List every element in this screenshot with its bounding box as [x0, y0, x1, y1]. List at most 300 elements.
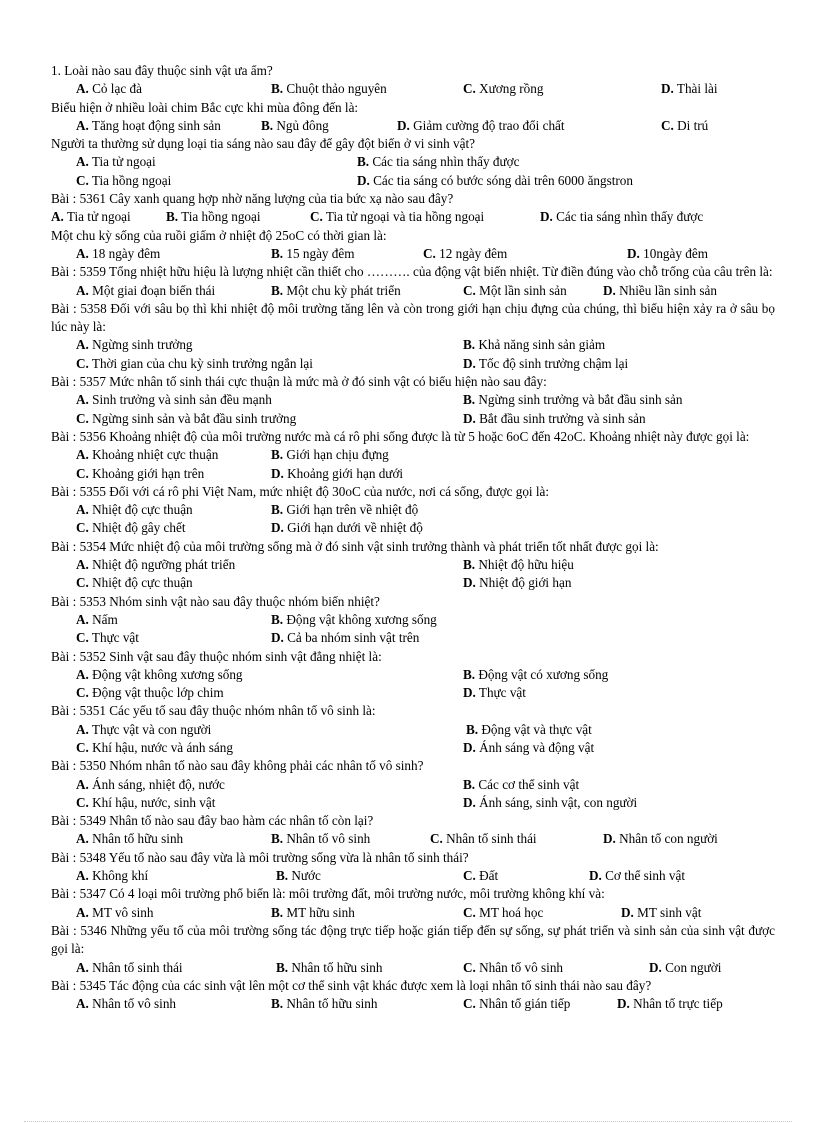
option-text: Một lần sinh sản — [479, 282, 567, 298]
option-text: Nhiệt độ hữu hiệu — [478, 557, 574, 573]
answer-option — [463, 684, 526, 702]
question-stem: Bài : 5356 Khoảng nhiệt độ của môi trường nước mà cá rô phi sống được là từ 5 hoặc 6oC đến 42oC. Khoảng nhiệt này được gọi là: — [51, 428, 750, 444]
answer-option — [271, 995, 377, 1013]
answer-option — [76, 172, 171, 190]
answer-option — [423, 245, 507, 263]
option-text: Nhân tố trực tiếp — [633, 996, 723, 1012]
answer-option — [589, 867, 685, 885]
options-row — [51, 959, 775, 977]
question-stem: Bài : 5348 Yếu tố nào sau đây vừa là môi trường sống vừa là nhân tố sinh thái? — [51, 849, 469, 865]
option-letter: C. — [76, 410, 89, 426]
answer-option — [76, 666, 243, 684]
option-text: Ánh sáng và động vật — [479, 739, 595, 755]
option-text: Chuột thảo nguyên — [286, 81, 387, 97]
option-text: Ngừng sinh sản và bắt đầu sinh trưởng — [92, 410, 297, 426]
question-stem: Bài : 5359 Tổng nhiệt hữu hiệu là lượng nhiệt cần thiết cho ………. của động vật biến nhiệt. Từ điền đúng vào chỗ trống của câu trên là: — [51, 264, 773, 280]
answer-option — [463, 574, 571, 592]
option-text: Nhân tố vô sinh — [92, 996, 177, 1012]
options-row — [51, 721, 775, 739]
options-row — [51, 465, 775, 483]
option-letter: D. — [271, 630, 284, 646]
question-stem: Bài : 5353 Nhóm sinh vật nào sau đây thuộc nhóm biến nhiệt? — [51, 593, 380, 609]
question-stem: Bài : 5357 Mức nhân tố sinh thái cực thuận là mức mà ở đó sinh vật có biểu hiện nào sau đây: — [51, 374, 547, 390]
option-letter: B. — [463, 557, 476, 573]
option-letter: D. — [271, 465, 284, 481]
option-text: Các tia sáng nhìn thấy được — [372, 154, 520, 170]
answer-option — [76, 556, 235, 574]
answer-option — [166, 208, 261, 226]
answer-option — [357, 153, 519, 171]
option-letter: D. — [649, 959, 662, 975]
question-stem: Biểu hiện ở nhiều loài chim Bắc cực khi mùa đông đến là: — [51, 99, 359, 115]
option-text: MT vô sinh — [92, 904, 154, 920]
option-text: Khí hậu, nước và ánh sáng — [92, 739, 233, 755]
option-text: Tia tử ngoại — [91, 154, 156, 170]
option-text: Động vật có xương sống — [478, 666, 609, 682]
answer-option — [463, 282, 567, 300]
answer-option — [76, 153, 156, 171]
options-row — [51, 501, 775, 519]
option-text: Khí hậu, nước, sinh vật — [92, 794, 216, 810]
option-text: Nhân tố gián tiếp — [479, 996, 571, 1012]
question-block — [51, 812, 775, 849]
option-letter: C. — [463, 81, 476, 97]
option-text: Động vật thuộc lớp chim — [92, 685, 224, 701]
answer-option — [397, 117, 565, 135]
option-text: Thời gian của chu kỳ sinh trưởng ngắn lại — [91, 355, 313, 371]
option-letter: B. — [463, 666, 476, 682]
option-text: Thài lài — [676, 81, 718, 97]
answer-option — [466, 721, 592, 739]
option-letter: C. — [76, 739, 89, 755]
option-text: Ngừng sinh trưởng và bắt đầu sinh sản — [478, 392, 683, 408]
option-text: MT hữu sinh — [286, 904, 355, 920]
answer-option — [76, 574, 193, 592]
question-stem: Bài : 5350 Nhóm nhân tố nào sau đây không phải các nhân tố vô sinh? — [51, 758, 424, 774]
options-row — [51, 794, 775, 812]
answer-option — [271, 519, 423, 537]
option-letter: D. — [589, 868, 602, 884]
option-text: Tia hồng ngoại — [91, 172, 172, 188]
option-text: Nhiệt độ cực thuận — [92, 575, 193, 591]
options-row — [51, 556, 775, 574]
option-text: Nhân tố hữu sinh — [92, 831, 184, 847]
options-row — [51, 80, 775, 98]
option-letter: B. — [463, 776, 476, 792]
option-letter: B. — [466, 721, 479, 737]
answer-option — [76, 995, 176, 1013]
question-block — [51, 922, 775, 977]
option-letter: A. — [76, 81, 89, 97]
option-letter: A. — [76, 996, 89, 1012]
option-letter: B. — [463, 337, 476, 353]
options-row — [51, 629, 775, 647]
answer-option — [76, 519, 186, 537]
answer-option — [463, 666, 608, 684]
answer-option — [603, 282, 717, 300]
option-letter: D. — [621, 904, 634, 920]
answer-option — [463, 995, 570, 1013]
options-row — [51, 867, 775, 885]
question-block — [51, 483, 775, 538]
answer-option — [271, 501, 418, 519]
question-stem: Bài : 5346 Những yếu tố của môi trường sống tác động trực tiếp hoặc gián tiếp đến sự sống, sự phát triển và sinh sản của sinh vật được gọi là: — [51, 922, 775, 957]
option-letter: A. — [76, 337, 89, 353]
option-letter: B. — [463, 392, 476, 408]
option-text: Cơ thể sinh vật — [605, 868, 685, 884]
answer-option — [463, 867, 498, 885]
question-block — [51, 428, 775, 483]
option-text: Tăng hoạt động sinh sản — [91, 117, 221, 133]
option-letter: B. — [271, 831, 284, 847]
answer-option — [76, 629, 139, 647]
question-block — [51, 190, 775, 227]
option-text: Nhân tố sinh thái — [92, 959, 183, 975]
option-letter: B. — [271, 502, 284, 518]
option-letter: D. — [463, 575, 476, 591]
option-text: Tốc độ sinh trưởng chậm lại — [478, 355, 629, 371]
option-text: Nhân tố vô sinh — [479, 959, 564, 975]
answer-option — [76, 501, 193, 519]
options-row — [51, 117, 775, 135]
answer-option — [76, 776, 225, 794]
answer-option — [463, 410, 646, 428]
options-row — [51, 739, 775, 757]
answer-option — [76, 465, 204, 483]
answer-option — [463, 80, 543, 98]
option-text: Nấm — [92, 611, 118, 627]
option-text: Động vật không xương sống — [92, 666, 243, 682]
option-letter: A. — [76, 447, 89, 463]
option-text: Ngủ đông — [276, 117, 329, 133]
option-letter: C. — [463, 904, 476, 920]
option-letter: D. — [603, 831, 616, 847]
option-letter: C. — [76, 794, 89, 810]
option-letter: D. — [463, 794, 476, 810]
option-letter: B. — [276, 959, 289, 975]
answer-option — [76, 410, 296, 428]
option-letter: C. — [463, 282, 476, 298]
option-letter: A. — [76, 611, 89, 627]
page-bottom-divider — [24, 1121, 792, 1122]
option-text: Ánh sáng, sinh vật, con người — [479, 794, 638, 810]
option-letter: D. — [463, 685, 476, 701]
question-stem: Bài : 5349 Nhân tố nào sau đây bao hàm các nhân tố còn lại? — [51, 813, 374, 829]
option-text: Giới hạn trên về nhiệt độ — [286, 502, 419, 518]
option-text: Bắt đầu sinh trưởng và sinh sản — [479, 410, 646, 426]
option-letter: A. — [76, 245, 89, 261]
question-block — [51, 977, 775, 1014]
option-letter: D. — [603, 282, 616, 298]
option-letter: C. — [76, 520, 89, 536]
option-text: Khoảng nhiệt cực thuận — [92, 447, 219, 463]
option-text: Một chu kỳ phát triển — [286, 282, 401, 298]
answer-option — [271, 80, 387, 98]
answer-option — [463, 355, 628, 373]
question-block — [51, 593, 775, 648]
answer-option — [271, 904, 355, 922]
option-text: Các tia sáng nhìn thấy được — [556, 209, 704, 225]
option-text: Ngừng sinh trưởng — [92, 337, 193, 353]
question-stem: Người ta thường sử dụng loại tia sáng nào sau đây để gây đột biến ở vi sinh vật? — [51, 136, 475, 152]
question-stem: Bài : 5361 Cây xanh quang hợp nhờ năng lượng của tia bức xạ nào sau đây? — [51, 191, 454, 207]
answer-option — [76, 282, 215, 300]
answer-option — [463, 794, 637, 812]
answer-option — [463, 556, 574, 574]
option-text: Nhiệt độ ngưỡng phát triển — [92, 557, 236, 573]
option-letter: B. — [166, 209, 179, 225]
answer-option — [76, 446, 218, 464]
answer-option — [463, 959, 563, 977]
option-text: Các cơ thể sinh vật — [478, 776, 580, 792]
answer-option — [463, 391, 682, 409]
option-text: Đất — [479, 868, 499, 884]
options-row — [51, 355, 775, 373]
option-text: Di trú — [677, 117, 709, 133]
option-text: Nhân tố sinh thái — [446, 831, 537, 847]
option-letter: C. — [661, 117, 674, 133]
question-stem: Bài : 5351 Các yếu tố sau đây thuộc nhóm nhân tố vô sinh là: — [51, 703, 376, 719]
options-row — [51, 446, 775, 464]
option-text: Nhân tố hữu sinh — [286, 996, 378, 1012]
question-stem: Bài : 5347 Có 4 loại môi trường phổ biến là: môi trường đất, môi trường nước, môi trường không khí và: — [51, 886, 605, 902]
question-stem: 1. Loài nào sau đây thuộc sinh vật ưa ẩm? — [51, 63, 273, 78]
answer-option — [276, 867, 321, 885]
option-text: Giới hạn chịu đựng — [286, 447, 389, 463]
option-letter: C. — [76, 465, 89, 481]
option-text: Không khí — [92, 868, 149, 884]
option-text: Tia tử ngoại và tia hồng ngoại — [325, 209, 485, 225]
question-block — [51, 757, 775, 812]
answer-option — [276, 959, 382, 977]
option-letter: C. — [423, 245, 436, 261]
options-row — [51, 336, 775, 354]
option-text: 12 ngày đêm — [439, 245, 508, 261]
option-letter: B. — [276, 868, 289, 884]
question-block — [51, 62, 775, 99]
option-letter: B. — [357, 154, 370, 170]
option-letter: C. — [76, 172, 89, 188]
options-row — [51, 684, 775, 702]
answer-option — [430, 830, 537, 848]
answer-option — [661, 80, 718, 98]
option-letter: C. — [463, 868, 476, 884]
answer-option — [357, 172, 633, 190]
answer-option — [463, 336, 605, 354]
option-text: 15 ngày đêm — [286, 245, 355, 261]
answer-option — [661, 117, 708, 135]
question-block — [51, 373, 775, 428]
answer-option — [76, 80, 142, 98]
options-row — [51, 574, 775, 592]
option-text: Động vật không xương sống — [286, 611, 437, 627]
option-letter: A. — [76, 831, 89, 847]
option-text: Xương rồng — [479, 81, 544, 97]
options-row — [51, 208, 775, 226]
option-letter: C. — [76, 630, 89, 646]
options-row — [51, 172, 775, 190]
question-stem: Bài : 5352 Sinh vật sau đây thuộc nhóm sinh vật đẳng nhiệt là: — [51, 648, 382, 664]
option-text: Khả năng sinh sản giảm — [478, 337, 606, 353]
option-letter: C. — [76, 355, 89, 371]
answer-option — [76, 794, 215, 812]
option-letter: A. — [76, 282, 89, 298]
question-block — [51, 538, 775, 593]
option-text: Sinh trưởng và sinh sản đều mạnh — [92, 392, 272, 408]
option-text: Nước — [291, 868, 321, 884]
answer-option — [271, 830, 370, 848]
question-stem: Một chu kỳ sống của ruồi giấm ở nhiệt độ 25oC có thời gian là: — [51, 227, 387, 243]
option-text: 10ngày đêm — [643, 245, 708, 261]
option-text: Nhiệt độ cực thuận — [92, 502, 193, 518]
option-letter: D. — [661, 81, 674, 97]
option-letter: A. — [76, 392, 89, 408]
option-letter: A. — [76, 154, 89, 170]
answer-option — [261, 117, 329, 135]
answer-option — [271, 446, 389, 464]
option-letter: B. — [271, 996, 284, 1012]
option-letter: B. — [271, 81, 284, 97]
option-text: Cả ba nhóm sinh vật trên — [287, 630, 420, 646]
option-letter: A. — [76, 868, 89, 884]
option-text: Nhân tố vô sinh — [286, 831, 371, 847]
answer-option — [271, 465, 403, 483]
question-block — [51, 648, 775, 703]
options-row — [51, 282, 775, 300]
option-letter: D. — [463, 410, 476, 426]
option-letter: A. — [76, 721, 89, 737]
option-letter: D. — [357, 172, 370, 188]
option-text: Thực vật — [478, 685, 526, 701]
option-letter: A. — [76, 666, 89, 682]
option-text: Một giai đoạn biến thái — [92, 282, 216, 298]
question-block — [51, 135, 775, 190]
answer-option — [76, 245, 160, 263]
question-stem: Bài : 5354 Mức nhiệt độ của môi trường sống mà ở đó sinh vật sinh trưởng thành và phát triển tốt nhất được gọi là: — [51, 538, 659, 554]
option-text: Nhân tố hữu sinh — [291, 959, 383, 975]
answer-option — [271, 282, 401, 300]
options-row — [51, 410, 775, 428]
option-letter: C. — [76, 685, 89, 701]
option-letter: B. — [271, 447, 284, 463]
option-text: MT sinh vật — [637, 904, 702, 920]
answer-option — [76, 684, 224, 702]
question-block — [51, 227, 775, 264]
option-letter: A. — [76, 904, 89, 920]
option-letter: B. — [271, 282, 284, 298]
option-letter: C. — [430, 831, 443, 847]
option-letter: D. — [463, 355, 476, 371]
question-stem: Bài : 5358 Đối với sâu bọ thì khi nhiệt độ môi trường tăng lên và còn trong giới hạn chịu đựng của chúng, thì biểu hiện xảy ra ở sâu bọ lúc này là: — [51, 300, 775, 335]
question-block — [51, 300, 775, 373]
option-letter: D. — [540, 209, 553, 225]
option-text: Nhiệt độ giới hạn — [479, 575, 572, 591]
answer-option — [76, 355, 313, 373]
option-letter: A. — [76, 776, 89, 792]
option-letter: B. — [271, 245, 284, 261]
answer-option — [310, 208, 484, 226]
quiz-document — [51, 62, 775, 1013]
answer-option — [76, 117, 221, 135]
option-letter: B. — [271, 904, 284, 920]
answer-option — [76, 867, 148, 885]
answer-option — [271, 245, 355, 263]
options-row — [51, 391, 775, 409]
answer-option — [463, 739, 594, 757]
question-block — [51, 885, 775, 922]
answer-option — [51, 208, 131, 226]
options-row — [51, 995, 775, 1013]
option-letter: C. — [463, 996, 476, 1012]
option-text: Tia tử ngoại — [66, 209, 131, 225]
option-letter: A. — [76, 959, 89, 975]
option-letter: C. — [76, 575, 89, 591]
question-stem: Bài : 5355 Đối với cá rô phi Việt Nam, mức nhiệt độ 30oC của nước, nơi cá sống, được gọi là: — [51, 483, 550, 499]
question-block — [51, 263, 775, 300]
options-row — [51, 611, 775, 629]
option-letter: D. — [271, 520, 284, 536]
option-letter: A. — [76, 117, 89, 133]
option-text: Nhân tố con người — [619, 831, 718, 847]
option-text: Ánh sáng, nhiệt độ, nước — [92, 776, 225, 792]
option-text: 18 ngày đêm — [92, 245, 161, 261]
answer-option — [76, 904, 153, 922]
option-letter: D. — [617, 996, 630, 1012]
option-text: Các tia sáng có bước sóng dài trên 6000 ăngstron — [373, 172, 633, 188]
answer-option — [76, 336, 193, 354]
answer-option — [603, 830, 718, 848]
answer-option — [76, 391, 272, 409]
answer-option — [649, 959, 721, 977]
option-text: Khoảng giới hạn trên — [92, 465, 205, 481]
option-letter: C. — [463, 959, 476, 975]
option-text: Nhiều lần sinh sản — [619, 282, 717, 298]
option-letter: D. — [463, 739, 476, 755]
option-text: Khoảng giới hạn dưới — [287, 465, 404, 481]
answer-option — [76, 721, 211, 739]
options-row — [51, 904, 775, 922]
question-block — [51, 99, 775, 136]
option-text: Nhiệt độ gây chết — [92, 520, 186, 536]
answer-option — [463, 776, 579, 794]
option-letter: A. — [76, 502, 89, 518]
option-letter: B. — [271, 611, 284, 627]
answer-option — [76, 611, 118, 629]
option-text: Con người — [665, 959, 722, 975]
answer-option — [627, 245, 708, 263]
option-text: Giảm cường độ trao đổi chất — [413, 117, 565, 133]
option-text: Cỏ lạc đà — [92, 81, 142, 97]
answer-option — [621, 904, 701, 922]
options-row — [51, 245, 775, 263]
answer-option — [76, 959, 183, 977]
option-text: Tia hồng ngoại — [181, 209, 261, 225]
question-block — [51, 849, 775, 886]
option-letter: A. — [51, 209, 64, 225]
options-row — [51, 519, 775, 537]
answer-option — [463, 904, 543, 922]
answer-option — [271, 629, 419, 647]
option-text: Giới hạn dưới về nhiệt độ — [287, 520, 423, 536]
option-text: Thực vật và con người — [91, 721, 212, 737]
options-row — [51, 666, 775, 684]
option-letter: B. — [261, 117, 274, 133]
option-letter: A. — [76, 557, 89, 573]
answer-option — [540, 208, 703, 226]
option-letter: D. — [627, 245, 640, 261]
option-text: Động vật và thực vật — [481, 721, 592, 737]
option-text: Thực vật — [91, 630, 139, 646]
